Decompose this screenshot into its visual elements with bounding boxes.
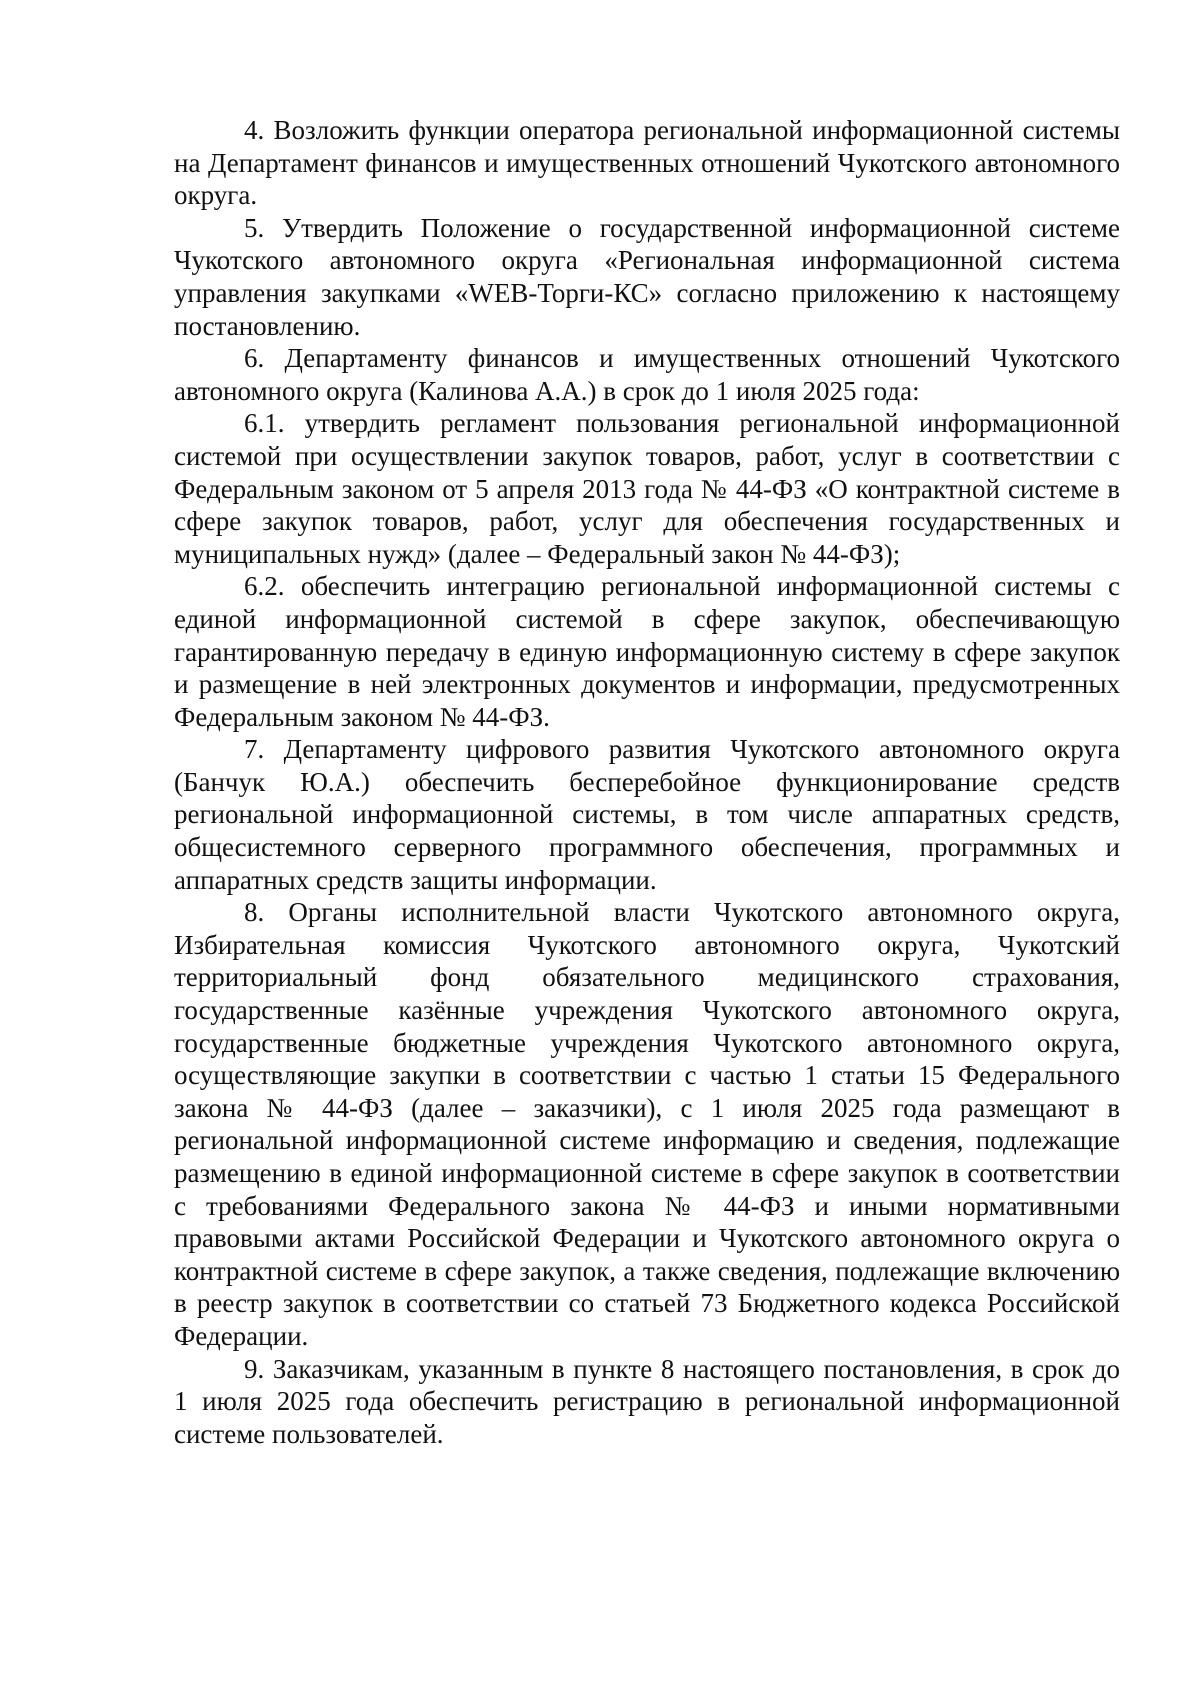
paragraph-6-1: 6.1. утвердить регламент пользования региональной информационной системой при осуществлении закупок товаров, работ, услуг в соответствии с Федеральным законом от 5 апреля 2013 года № 44-ФЗ «О контрактной системе в сфере закупок товаров, работ, услуг для обеспечения государственных и муниципальных нужд» (далее – Федеральный закон № 44-ФЗ);: [174, 408, 1120, 569]
paragraph-9: 9. Заказчикам, указанным в пункте 8 настоящего постановления, в срок до 1 июля 2025 года обеспечить регистрацию в региональной информационной системе пользователей.: [174, 1353, 1120, 1449]
paragraph-4: 4. Возложить функции оператора региональной информационной системы на Департамент финансов и имущественных отношений Чукотского автономного округа.: [174, 115, 1120, 211]
paragraph-8: 8. Органы исполнительной власти Чукотского автономного округа, Избирательная комиссия Чукотского автономного округа, Чукотский территориальный фонд обязательного медицинского страхования, государственные казённые учреждения Чукотского автономного округа, государственные бюджетные учреждения Чукотского автономного округа, осуществляющие закупки в соответствии с частью 1 статьи 15 Федерального закона № 44-ФЗ (далее – заказчики), с 1 июля 2025 года размещают в региональной информационной системе информацию и сведения, подлежащие размещению в единой информационной системе в сфере закупок в соответствии с требованиями Федерального закона № 44-ФЗ и иными нормативными правовыми актами Российской Федерации и Чукотского автономного округа о контрактной системе в сфере закупок, а также сведения, подлежащие включению в реестр закупок в соответствии со статьей 73 Бюджетного кодекса Российской Федерации.: [174, 897, 1120, 1351]
paragraph-6: 6. Департаменту финансов и имущественных отношений Чукотского автономного округа (Калинова А.А.) в срок до 1 июля 2025 года:: [174, 343, 1120, 406]
paragraph-5: 5. Утвердить Положение о государственной информационной системе Чукотского автономного округа «Региональная информационной система управления закупками «WEB-Торги-КС» согласно приложению к настоящему постановлению.: [174, 212, 1120, 341]
document-body: [174, 114, 1120, 1450]
paragraph-7: 7. Департаменту цифрового развития Чукотского автономного округа (Банчук Ю.А.) обеспечить бесперебойное функционирование средств региональной информационной системы, в том числе аппаратных средств, общесистемного серверного программного обеспечения, программных и аппаратных средств защиты информации.: [174, 734, 1120, 895]
paragraph-6-2: 6.2. обеспечить интеграцию региональной информационной системы с единой информационной системой в сфере закупок, обеспечивающую гарантированную передачу в единую информационную систему в сфере закупок и размещение в ней электронных документов и информации, предусмотренных Федеральным законом № 44-ФЗ.: [174, 571, 1120, 732]
